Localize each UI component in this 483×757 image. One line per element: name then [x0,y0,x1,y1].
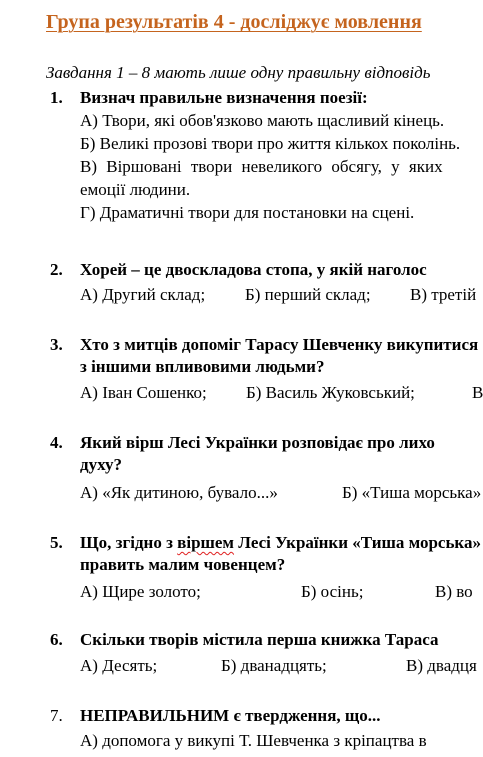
spellcheck-marked-word: віршем [177,533,235,552]
question-number: 6. [50,630,63,649]
option-a: А) «Як дитиною, бувало...» [80,483,278,502]
question-text-line: править малим човенцем? [80,555,286,574]
option-c: В [472,383,483,402]
question-text [80,532,481,576]
option-b: Б) осінь; [301,582,364,601]
question-text: Хорей – це двоскладова стопа, у якій наголос [80,260,427,279]
options [80,110,460,225]
question-number: 2. [50,260,63,279]
question-text: Скільки творів містила перша книжка Тараса [80,630,439,649]
option-a: А) Десять; [80,656,158,675]
option-a: А) Щире золото; [80,582,201,601]
option-a: А) допомога у викупі Т. Шевченка з кріпацтва в [80,731,427,750]
question-text-line: Який вірш Лесі Українки розповідає про лихо [80,433,435,452]
question-number: 3. [50,335,63,354]
question-text [80,334,478,378]
question-text-line: духу? [80,455,122,474]
option-a: А) Другий склад; [80,285,206,304]
text-part: Лесі Українки «Тиша морська» [234,533,481,552]
options [80,655,477,677]
option-c: В) Віршовані твори невеликого обсягу, у яких [80,157,443,176]
option-a: А) Іван Сошенко; [80,383,207,402]
question-text: НЕПРАВИЛЬНИМ є твердження, що... [80,706,381,725]
options [80,382,483,404]
option-b: Б) «Тиша морська» [342,483,482,502]
option-c: В) двадця [406,656,477,675]
question-text [80,432,435,476]
options [80,581,473,603]
question-number: 1. [50,88,63,107]
question-text-line [80,532,481,554]
option-a: А) Твори, які обов'язково мають щасливий кінець. [80,111,445,130]
option-b: Б) перший склад; [245,285,371,304]
page-title: Група результатів 4 - досліджує мовлення [46,11,422,33]
question-text-line: Хто з митців допоміг Тарасу Шевченку викупитися [80,335,479,354]
question-number: 4. [50,433,63,452]
question-text-line: з іншими впливовими людьми? [80,357,325,376]
option-b: Б) Василь Жуковський; [246,383,415,402]
instructions: Завдання 1 – 8 мають лише одну правильну відповідь [46,63,431,82]
question-text: Визнач правильне визначення поезії: [80,88,368,107]
option-c: В) третій [410,285,477,304]
option-b: Б) дванадцять; [221,656,327,675]
options [80,730,427,753]
options [80,284,476,306]
question-number: 7. [50,706,63,725]
option-d: Г) Драматичні твори для постановки на сцені. [80,203,415,222]
text-part: Що, згідно з [80,533,178,552]
option-c: В) во [435,582,473,601]
options [80,482,481,504]
option-c-continued: емоції людини. [80,180,191,199]
option-b: Б) Великі прозові твори про життя кількох поколінь. [80,134,461,153]
question-number: 5. [50,533,63,552]
